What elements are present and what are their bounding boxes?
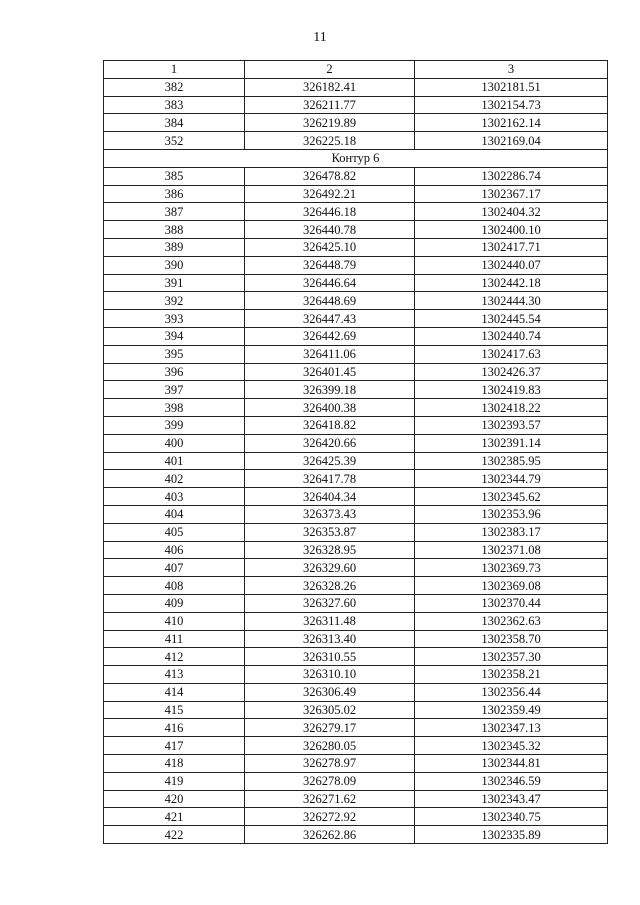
- x-coordinate-cell: 326446.64: [245, 274, 415, 292]
- point-number-cell: 414: [104, 683, 245, 701]
- point-number-cell: 392: [104, 292, 245, 310]
- point-number-cell: 386: [104, 185, 245, 203]
- x-coordinate-cell: 326404.34: [245, 488, 415, 506]
- y-coordinate-cell: 1302400.10: [415, 221, 608, 239]
- point-number-cell: 396: [104, 363, 245, 381]
- x-coordinate-cell: 326446.18: [245, 203, 415, 221]
- table-row: [104, 78, 608, 96]
- x-coordinate-cell: 326278.09: [245, 772, 415, 790]
- y-coordinate-cell: 1302340.75: [415, 808, 608, 826]
- y-coordinate-cell: 1302358.70: [415, 630, 608, 648]
- y-coordinate-cell: 1302162.14: [415, 114, 608, 132]
- x-coordinate-cell: 326278.97: [245, 755, 415, 773]
- y-coordinate-cell: 1302359.49: [415, 701, 608, 719]
- table-row: [104, 238, 608, 256]
- x-coordinate-cell: 326448.79: [245, 256, 415, 274]
- y-coordinate-cell: 1302383.17: [415, 523, 608, 541]
- table-row: [104, 363, 608, 381]
- y-coordinate-cell: 1302335.89: [415, 826, 608, 844]
- table-row: [104, 114, 608, 132]
- section-row: [104, 149, 608, 167]
- y-coordinate-cell: 1302440.07: [415, 256, 608, 274]
- x-coordinate-cell: 326182.41: [245, 78, 415, 96]
- point-number-cell: 420: [104, 790, 245, 808]
- x-coordinate-cell: 326271.62: [245, 790, 415, 808]
- table-row: [104, 701, 608, 719]
- x-coordinate-cell: 326400.38: [245, 399, 415, 417]
- x-coordinate-cell: 326225.18: [245, 132, 415, 150]
- table-row: [104, 826, 608, 844]
- x-coordinate-cell: 326418.82: [245, 416, 415, 434]
- point-number-cell: 404: [104, 505, 245, 523]
- table-row: [104, 683, 608, 701]
- y-coordinate-cell: 1302367.17: [415, 185, 608, 203]
- table-row: [104, 96, 608, 114]
- x-coordinate-cell: 326279.17: [245, 719, 415, 737]
- header-col-1: 1: [104, 61, 245, 79]
- x-coordinate-cell: 326373.43: [245, 505, 415, 523]
- y-coordinate-cell: 1302426.37: [415, 363, 608, 381]
- point-number-cell: 383: [104, 96, 245, 114]
- table-row: [104, 167, 608, 185]
- point-number-cell: 390: [104, 256, 245, 274]
- table-row: [104, 808, 608, 826]
- y-coordinate-cell: 1302417.71: [415, 238, 608, 256]
- point-number-cell: 422: [104, 826, 245, 844]
- y-coordinate-cell: 1302393.57: [415, 416, 608, 434]
- point-number-cell: 382: [104, 78, 245, 96]
- table-row: [104, 559, 608, 577]
- table-row: [104, 505, 608, 523]
- point-number-cell: 409: [104, 594, 245, 612]
- point-number-cell: 387: [104, 203, 245, 221]
- table-row: [104, 256, 608, 274]
- table-row: [104, 488, 608, 506]
- point-number-cell: 394: [104, 327, 245, 345]
- y-coordinate-cell: 1302385.95: [415, 452, 608, 470]
- table-row: [104, 381, 608, 399]
- x-coordinate-cell: 326448.69: [245, 292, 415, 310]
- point-number-cell: 397: [104, 381, 245, 399]
- point-number-cell: 419: [104, 772, 245, 790]
- section-title: Контур 6: [104, 149, 608, 167]
- point-number-cell: 405: [104, 523, 245, 541]
- table-row: [104, 541, 608, 559]
- table-row: [104, 577, 608, 595]
- y-coordinate-cell: 1302346.59: [415, 772, 608, 790]
- y-coordinate-cell: 1302347.13: [415, 719, 608, 737]
- y-coordinate-cell: 1302444.30: [415, 292, 608, 310]
- table-row: [104, 594, 608, 612]
- table-row: [104, 221, 608, 239]
- table-header: [104, 61, 608, 79]
- x-coordinate-cell: 326272.92: [245, 808, 415, 826]
- y-coordinate-cell: 1302357.30: [415, 648, 608, 666]
- x-coordinate-cell: 326401.45: [245, 363, 415, 381]
- y-coordinate-cell: 1302369.73: [415, 559, 608, 577]
- page-number: 11: [313, 30, 327, 45]
- x-coordinate-cell: 326310.55: [245, 648, 415, 666]
- x-coordinate-cell: 326280.05: [245, 737, 415, 755]
- table-row: [104, 203, 608, 221]
- y-coordinate-cell: 1302404.32: [415, 203, 608, 221]
- x-coordinate-cell: 326219.89: [245, 114, 415, 132]
- point-number-cell: 408: [104, 577, 245, 595]
- y-coordinate-cell: 1302418.22: [415, 399, 608, 417]
- x-coordinate-cell: 326411.06: [245, 345, 415, 363]
- y-coordinate-cell: 1302371.08: [415, 541, 608, 559]
- point-number-cell: 389: [104, 238, 245, 256]
- y-coordinate-cell: 1302440.74: [415, 327, 608, 345]
- y-coordinate-cell: 1302353.96: [415, 505, 608, 523]
- table-row: [104, 185, 608, 203]
- y-coordinate-cell: 1302362.63: [415, 612, 608, 630]
- table-row: [104, 470, 608, 488]
- table-row: [104, 790, 608, 808]
- y-coordinate-cell: 1302419.83: [415, 381, 608, 399]
- point-number-cell: 417: [104, 737, 245, 755]
- table-row: [104, 452, 608, 470]
- x-coordinate-cell: 326425.39: [245, 452, 415, 470]
- y-coordinate-cell: 1302442.18: [415, 274, 608, 292]
- y-coordinate-cell: 1302391.14: [415, 434, 608, 452]
- point-number-cell: 401: [104, 452, 245, 470]
- table-row: [104, 648, 608, 666]
- point-number-cell: 416: [104, 719, 245, 737]
- y-coordinate-cell: 1302286.74: [415, 167, 608, 185]
- point-number-cell: 421: [104, 808, 245, 826]
- y-coordinate-cell: 1302356.44: [415, 683, 608, 701]
- y-coordinate-cell: 1302345.62: [415, 488, 608, 506]
- table-body: [104, 78, 608, 843]
- x-coordinate-cell: 326306.49: [245, 683, 415, 701]
- table-row: [104, 755, 608, 773]
- y-coordinate-cell: 1302417.63: [415, 345, 608, 363]
- x-coordinate-cell: 326420.66: [245, 434, 415, 452]
- coordinates-table: [103, 60, 608, 844]
- table-row: [104, 612, 608, 630]
- x-coordinate-cell: 326329.60: [245, 559, 415, 577]
- x-coordinate-cell: 326447.43: [245, 310, 415, 328]
- point-number-cell: 403: [104, 488, 245, 506]
- y-coordinate-cell: 1302343.47: [415, 790, 608, 808]
- x-coordinate-cell: 326327.60: [245, 594, 415, 612]
- table-row: [104, 737, 608, 755]
- table-row: [104, 132, 608, 150]
- header-row: [104, 61, 608, 79]
- table-row: [104, 292, 608, 310]
- point-number-cell: 406: [104, 541, 245, 559]
- y-coordinate-cell: 1302154.73: [415, 96, 608, 114]
- y-coordinate-cell: 1302445.54: [415, 310, 608, 328]
- point-number-cell: 415: [104, 701, 245, 719]
- x-coordinate-cell: 326399.18: [245, 381, 415, 399]
- y-coordinate-cell: 1302358.21: [415, 666, 608, 684]
- x-coordinate-cell: 326211.77: [245, 96, 415, 114]
- point-number-cell: 393: [104, 310, 245, 328]
- x-coordinate-cell: 326425.10: [245, 238, 415, 256]
- x-coordinate-cell: 326305.02: [245, 701, 415, 719]
- x-coordinate-cell: 326328.95: [245, 541, 415, 559]
- y-coordinate-cell: 1302181.51: [415, 78, 608, 96]
- table-row: [104, 327, 608, 345]
- point-number-cell: 410: [104, 612, 245, 630]
- x-coordinate-cell: 326313.40: [245, 630, 415, 648]
- point-number-cell: 399: [104, 416, 245, 434]
- point-number-cell: 384: [104, 114, 245, 132]
- point-number-cell: 352: [104, 132, 245, 150]
- point-number-cell: 402: [104, 470, 245, 488]
- x-coordinate-cell: 326328.26: [245, 577, 415, 595]
- table-row: [104, 434, 608, 452]
- x-coordinate-cell: 326440.78: [245, 221, 415, 239]
- point-number-cell: 391: [104, 274, 245, 292]
- table-row: [104, 523, 608, 541]
- header-col-2: 2: [245, 61, 415, 79]
- x-coordinate-cell: 326442.69: [245, 327, 415, 345]
- table-row: [104, 772, 608, 790]
- point-number-cell: 385: [104, 167, 245, 185]
- table-row: [104, 310, 608, 328]
- y-coordinate-cell: 1302169.04: [415, 132, 608, 150]
- table-row: [104, 416, 608, 434]
- table-row: [104, 630, 608, 648]
- x-coordinate-cell: 326492.21: [245, 185, 415, 203]
- table-row: [104, 274, 608, 292]
- header-col-3: 3: [415, 61, 608, 79]
- table-row: [104, 666, 608, 684]
- point-number-cell: 412: [104, 648, 245, 666]
- point-number-cell: 413: [104, 666, 245, 684]
- point-number-cell: 407: [104, 559, 245, 577]
- y-coordinate-cell: 1302369.08: [415, 577, 608, 595]
- table-row: [104, 399, 608, 417]
- y-coordinate-cell: 1302345.32: [415, 737, 608, 755]
- x-coordinate-cell: 326262.86: [245, 826, 415, 844]
- x-coordinate-cell: 326478.82: [245, 167, 415, 185]
- y-coordinate-cell: 1302344.81: [415, 755, 608, 773]
- table-row: [104, 345, 608, 363]
- point-number-cell: 388: [104, 221, 245, 239]
- y-coordinate-cell: 1302344.79: [415, 470, 608, 488]
- x-coordinate-cell: 326310.10: [245, 666, 415, 684]
- point-number-cell: 411: [104, 630, 245, 648]
- x-coordinate-cell: 326311.48: [245, 612, 415, 630]
- point-number-cell: 400: [104, 434, 245, 452]
- point-number-cell: 398: [104, 399, 245, 417]
- x-coordinate-cell: 326353.87: [245, 523, 415, 541]
- point-number-cell: 418: [104, 755, 245, 773]
- point-number-cell: 395: [104, 345, 245, 363]
- x-coordinate-cell: 326417.78: [245, 470, 415, 488]
- table-row: [104, 719, 608, 737]
- y-coordinate-cell: 1302370.44: [415, 594, 608, 612]
